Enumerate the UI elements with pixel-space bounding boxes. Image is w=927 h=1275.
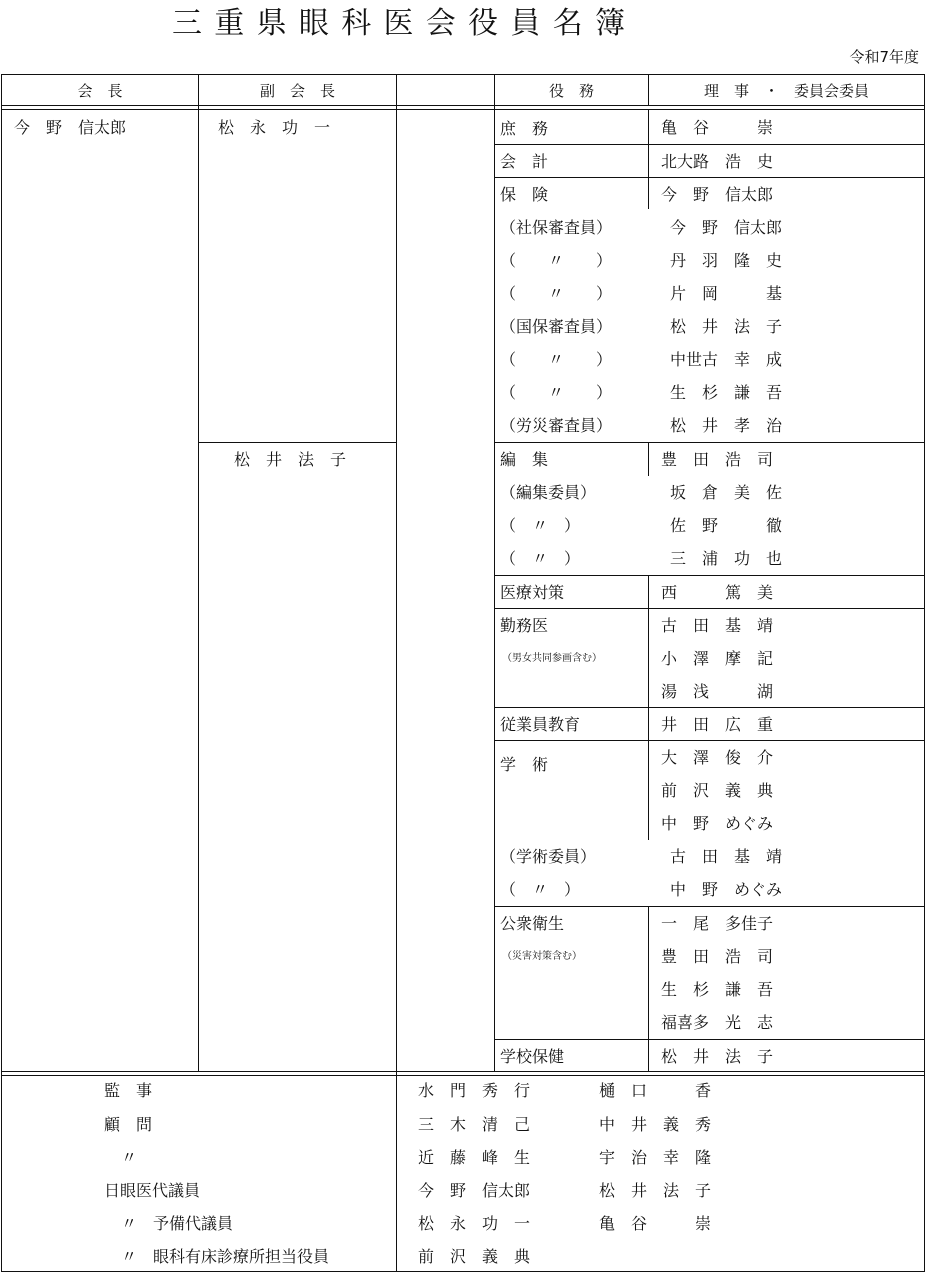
header-members: 理 事 ・ 委員会委員 — [703, 82, 869, 100]
role-label: （労災審査員） — [500, 416, 613, 435]
column-divider — [396, 75, 397, 1272]
member-name: 古 田 基 靖 — [661, 616, 774, 635]
member-name: 今 野 信太郎 — [670, 218, 783, 237]
role-label: （ 〃 ） — [500, 251, 613, 270]
footer-name: 松 永 功 一 — [418, 1214, 531, 1233]
footer-name: 宇 治 幸 隆 — [599, 1148, 712, 1167]
president-name: 今 野 信太郎 — [14, 118, 127, 137]
group-divider — [495, 707, 925, 708]
member-name: 小 澤 摩 記 — [661, 649, 774, 668]
footer-label: 〃 予備代議員 — [121, 1214, 234, 1233]
group-divider — [495, 608, 925, 609]
role-label: 庶 務 — [500, 119, 549, 138]
fiscal-year: 令和7年度 — [849, 48, 919, 66]
role-label: 公衆衛生 — [500, 914, 565, 933]
member-name: 井 田 広 重 — [661, 715, 774, 734]
role-member-divider — [648, 110, 649, 209]
member-name: 片 岡 基 — [670, 284, 783, 303]
footer-name: 水 門 秀 行 — [418, 1081, 531, 1100]
member-name: 亀 谷 崇 — [661, 118, 774, 137]
member-name: 古 田 基 靖 — [670, 847, 783, 866]
group-divider — [495, 144, 925, 145]
role-label: 保 険 — [500, 185, 549, 204]
footer-name: 前 沢 義 典 — [418, 1247, 531, 1266]
role-label: （社保審査員） — [500, 218, 613, 237]
footer-name: 近 藤 峰 生 — [418, 1148, 531, 1167]
header-role: 役 務 — [548, 82, 594, 100]
role-label: （ 〃 ） — [500, 284, 613, 303]
group-divider — [495, 177, 925, 178]
member-name: 前 沢 義 典 — [661, 781, 774, 800]
role-label: 従業員教育 — [500, 715, 581, 734]
role-label: 会 計 — [500, 152, 549, 171]
member-name: 湯 浅 湖 — [661, 682, 774, 701]
group-divider — [495, 740, 925, 741]
vice-president-name: 松 井 法 子 — [234, 450, 347, 469]
footer-name: 今 野 信太郎 — [418, 1181, 531, 1200]
group-divider — [495, 1039, 925, 1040]
footer-label: 顧 問 — [104, 1115, 153, 1134]
member-name: 中世古 幸 成 — [670, 350, 783, 369]
header-president: 会 長 — [77, 82, 123, 100]
member-name: 松 井 法 子 — [661, 1047, 774, 1066]
footer-label: 〃 — [121, 1148, 138, 1167]
footer-divider — [2, 1075, 924, 1076]
member-name: 中 野 めぐみ — [661, 814, 774, 833]
member-name: 松 井 法 子 — [670, 317, 783, 336]
role-label: 学校保健 — [500, 1047, 565, 1066]
group-divider — [495, 442, 925, 443]
member-name: 丹 羽 隆 史 — [670, 251, 783, 270]
member-name: 生 杉 謙 吾 — [661, 980, 774, 999]
role-label: 勤務医 — [500, 616, 549, 635]
role-label: （ 〃 ） — [500, 383, 613, 402]
footer-label: 〃 眼科有床診療所担当役員 — [121, 1247, 330, 1266]
footer-name: 中 井 義 秀 — [599, 1115, 712, 1134]
member-name: 西 篤 美 — [661, 583, 774, 602]
vice-president-name: 松 永 功 一 — [218, 118, 331, 137]
header-vice-president: 副 会 長 — [259, 82, 335, 100]
column-divider — [198, 75, 199, 1072]
member-name: 福喜多 光 志 — [661, 1013, 774, 1032]
vice-president-divider — [199, 442, 396, 443]
member-name: 北大路 浩 史 — [661, 152, 774, 171]
member-name: 豊 田 浩 司 — [661, 947, 774, 966]
role-note: （災害対策含む） — [502, 951, 582, 962]
member-name: 三 浦 功 也 — [670, 549, 783, 568]
group-divider — [495, 906, 925, 907]
group-divider — [495, 575, 925, 576]
member-name: 松 井 孝 治 — [670, 416, 783, 435]
member-name: 中 野 めぐみ — [670, 880, 783, 899]
page-title: 三重県眼科医会役員名簿 — [172, 6, 638, 41]
member-name: 生 杉 謙 吾 — [670, 383, 783, 402]
role-label: （ 〃 ） — [500, 549, 581, 568]
role-member-divider — [648, 575, 649, 840]
footer-name: 松 井 法 子 — [599, 1181, 712, 1200]
role-label: （編集委員） — [500, 483, 597, 502]
role-label: 学 術 — [500, 755, 549, 774]
footer-name: 亀 谷 崇 — [599, 1214, 712, 1233]
member-name: 一 尾 多佳子 — [661, 914, 774, 933]
role-label: 医療対策 — [500, 583, 565, 602]
role-label: （ 〃 ） — [500, 516, 581, 535]
role-label: （学術委員） — [500, 847, 597, 866]
role-member-divider — [648, 906, 649, 1072]
footer-name: 樋 口 香 — [599, 1081, 712, 1100]
member-name: 佐 野 徹 — [670, 516, 783, 535]
role-note: （男女共同参画含む） — [502, 653, 602, 664]
footer-divider — [2, 1071, 924, 1072]
role-label: 編 集 — [500, 450, 549, 469]
role-member-divider — [648, 442, 649, 476]
role-label: （国保審査員） — [500, 317, 613, 336]
role-label: （ 〃 ） — [500, 350, 613, 369]
footer-label: 日眼医代議員 — [104, 1181, 201, 1200]
member-name: 豊 田 浩 司 — [661, 450, 774, 469]
header-divider — [2, 109, 924, 110]
column-divider — [494, 75, 495, 1072]
member-name: 今 野 信太郎 — [661, 185, 774, 204]
member-name: 坂 倉 美 佐 — [670, 483, 783, 502]
footer-name: 三 木 清 己 — [418, 1115, 531, 1134]
footer-label: 監 事 — [104, 1081, 153, 1100]
role-label: （ 〃 ） — [500, 880, 581, 899]
member-name: 大 澤 俊 介 — [661, 748, 774, 767]
